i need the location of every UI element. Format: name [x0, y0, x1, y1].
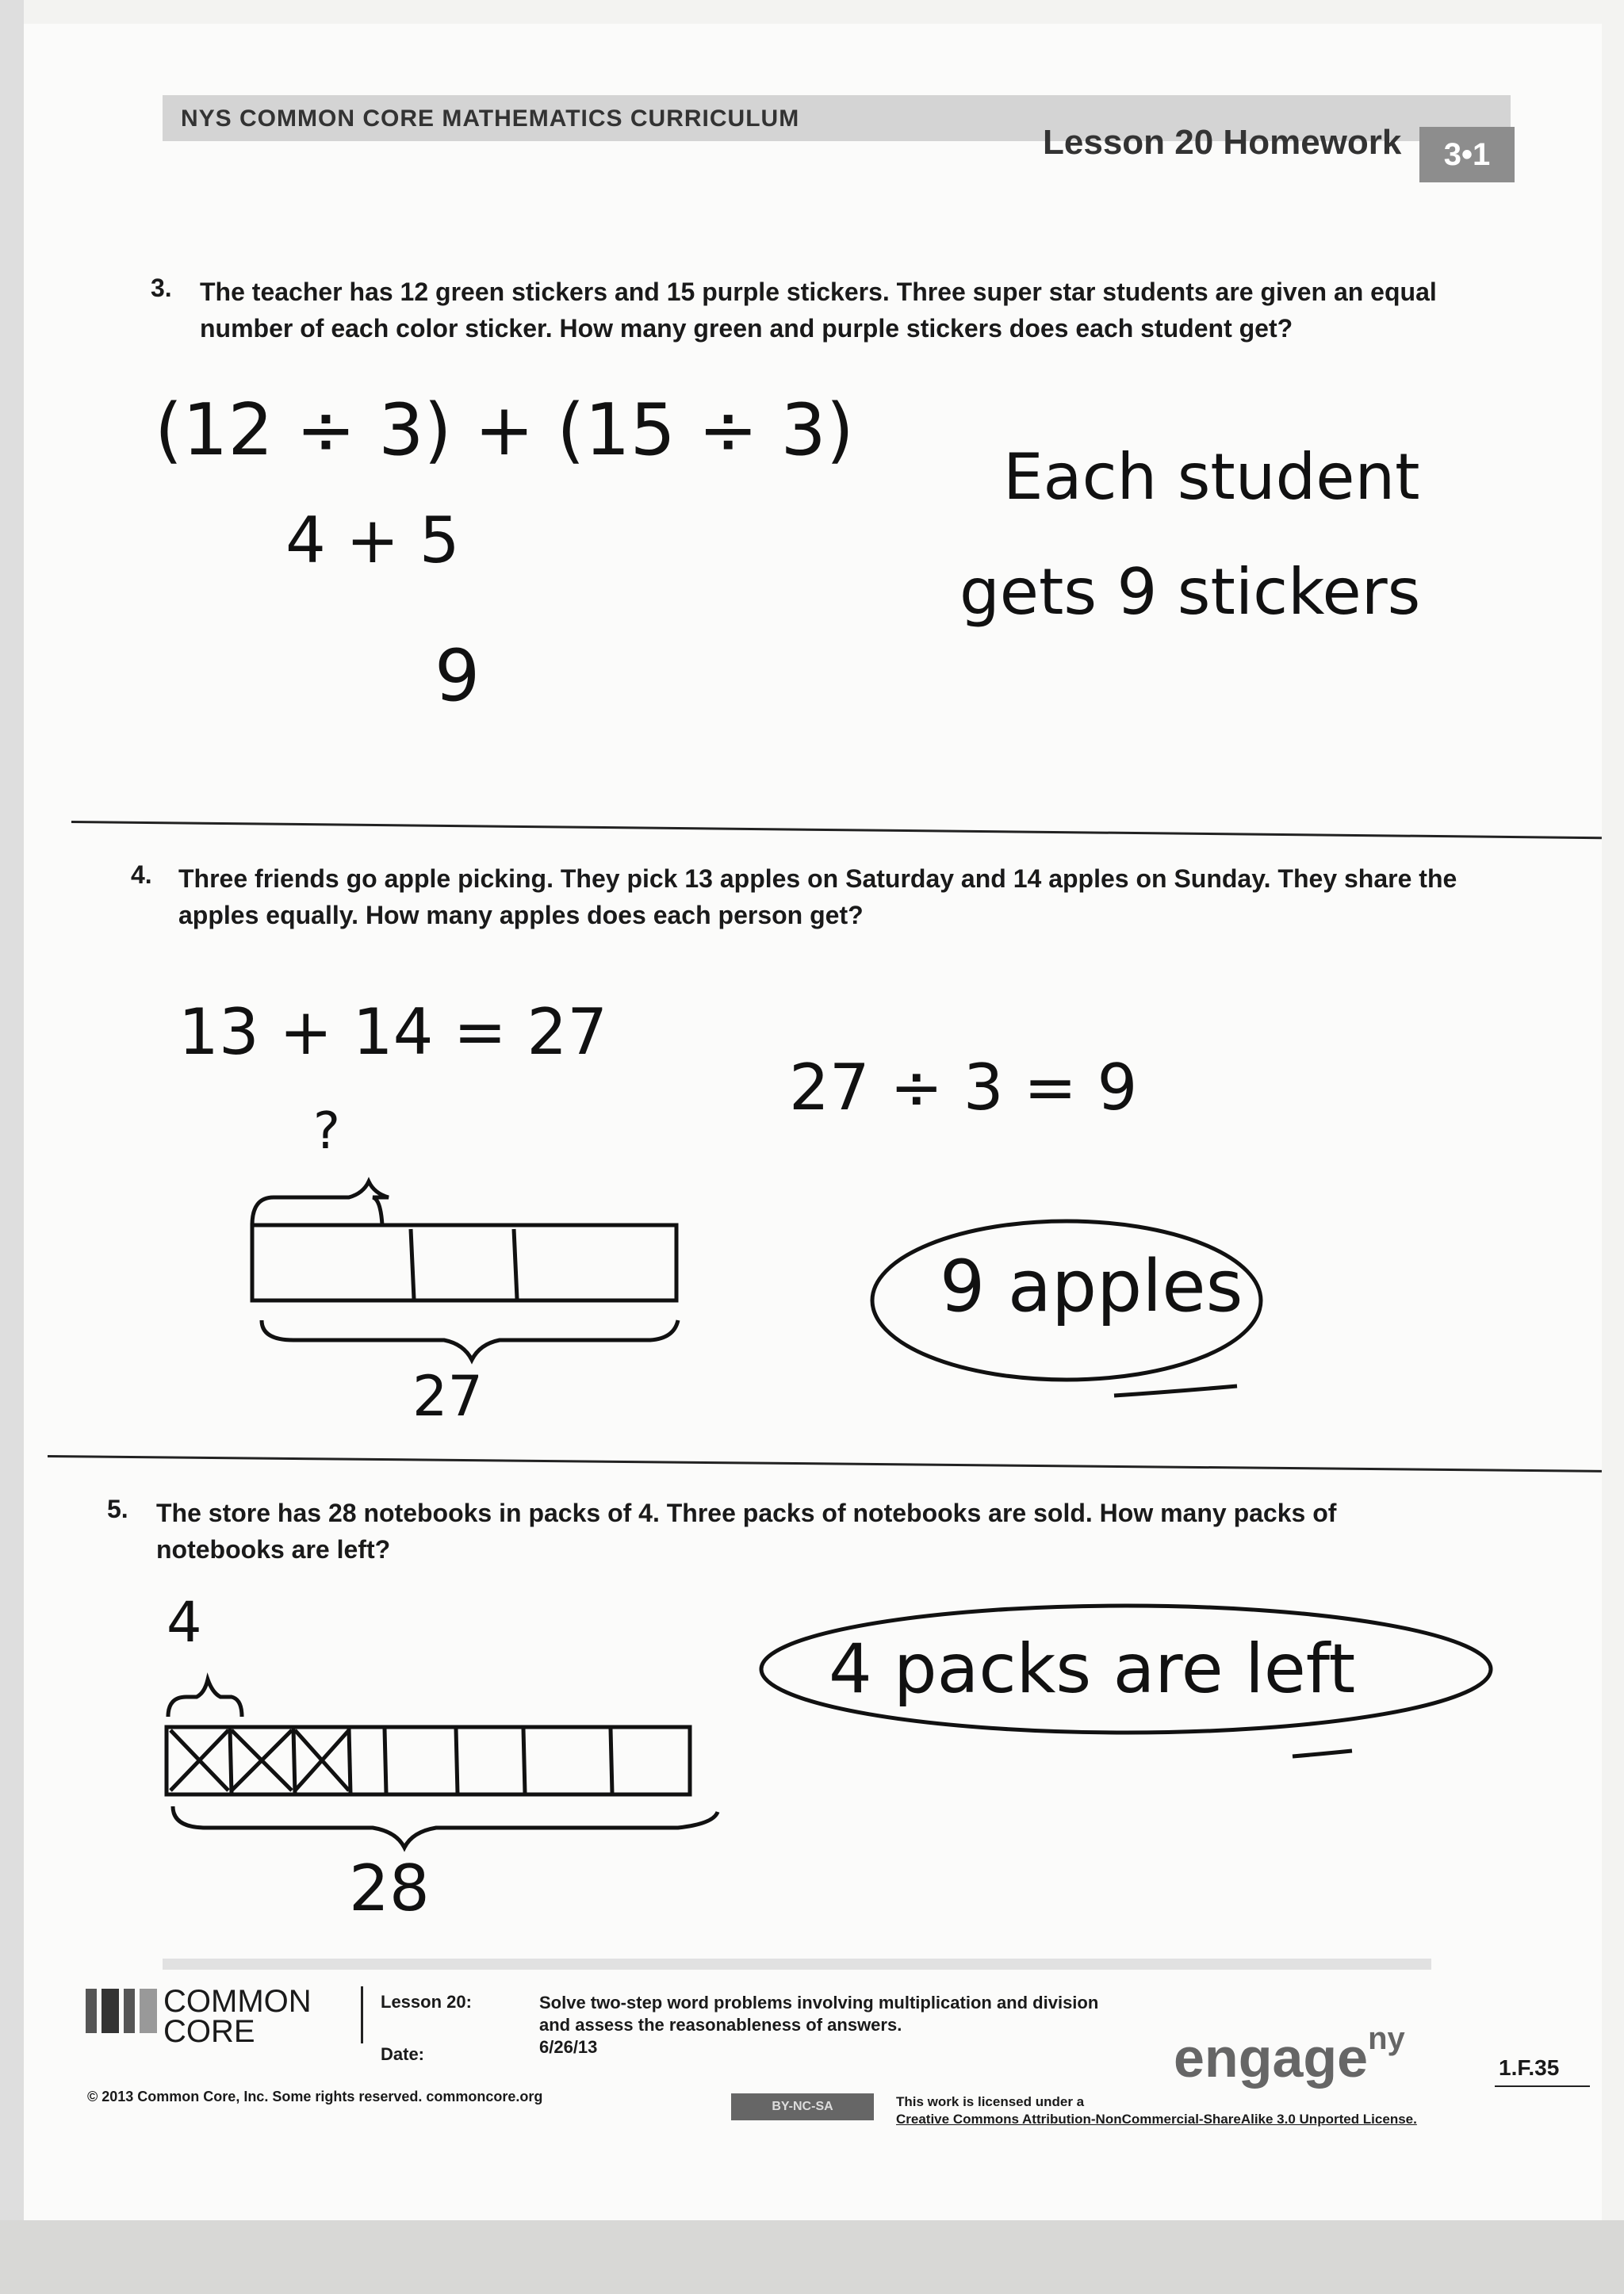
q4-bottom-brace: [262, 1320, 678, 1360]
q5-answer-underline: [1293, 1751, 1352, 1756]
q4-unknown-mark: ?: [313, 1102, 340, 1161]
footer-lesson-label: Lesson 20:: [381, 1992, 472, 2012]
footer-lesson-description: [539, 1992, 1098, 2058]
question-3-line-1: The teacher has 12 green stickers and 15 purple stickers. Three super star students are given an equal: [200, 278, 1437, 306]
q5-tape-divider-6: [523, 1729, 525, 1794]
q5-total-label: 28: [349, 1852, 430, 1925]
q4-equation-sum: 13 + 14 = 27: [178, 995, 608, 1069]
q4-tape-outline: [252, 1225, 676, 1300]
common-core-logo-text: [163, 1986, 312, 2047]
engageny-logo: [1174, 2021, 1405, 2089]
q3-answer-line-2: gets 9 stickers: [959, 555, 1421, 629]
logo-bar-3: [124, 1989, 135, 2033]
license-link[interactable]: Creative Commons Attribution-NonCommercial-ShareAlike 3.0 Unported License.: [896, 2112, 1417, 2127]
q4-equation-division: 27 ÷ 3 = 9: [789, 1051, 1138, 1124]
q5-tape-divider-1: [230, 1729, 232, 1794]
cc-license-badge: BY-NC-SA: [731, 2093, 874, 2120]
q4-tape-divider-1: [411, 1229, 414, 1299]
page-code: 1.F.35: [1499, 2055, 1560, 2080]
q4-tape-divider-2: [514, 1229, 517, 1299]
q4-top-brace: [252, 1181, 389, 1225]
question-3-number: 3.: [151, 274, 172, 302]
q5-answer-circle: [761, 1606, 1491, 1733]
logo-line-2: CORE: [163, 2014, 255, 2049]
q5-cross-out-2: [232, 1730, 292, 1790]
question-5-line-2: notebooks are left?: [156, 1535, 391, 1564]
q4-answer-circle: [872, 1221, 1261, 1380]
curriculum-title: NYS COMMON CORE MATHEMATICS CURRICULUM: [181, 105, 800, 132]
question-4-number: 4.: [131, 860, 152, 889]
q5-tape-divider-2: [293, 1729, 295, 1794]
logo-bar-2: [102, 1989, 119, 2033]
question-3-line-2: number of each color sticker. How many green and purple stickers does each student get?: [200, 314, 1293, 343]
q5-top-brace: [168, 1679, 242, 1717]
q5-bottom-brace: [173, 1806, 718, 1848]
q4-answer-underline: [1114, 1386, 1237, 1396]
engage-ny-text: ny: [1368, 2021, 1405, 2056]
lesson-title: Lesson 20 Homework: [1043, 123, 1402, 162]
question-5-line-1: The store has 28 notebooks in packs of 4. Three packs of notebooks are sold. How many packs of: [156, 1499, 1337, 1527]
q5-cross-out-3: [295, 1730, 349, 1790]
q3-answer-line-1: Each student: [1003, 440, 1420, 514]
q5-tape-divider-7: [611, 1729, 612, 1794]
footer-separator: [361, 1986, 363, 2043]
footer-date-label: Date:: [381, 2044, 425, 2064]
grade-module-badge: 3•1: [1419, 127, 1515, 182]
footer-desc-line-1: Solve two-step word problems involving multiplication and division: [539, 1993, 1099, 2013]
copyright-notice: © 2013 Common Core, Inc. Some rights reserved. commoncore.org: [87, 2089, 543, 2104]
q4-tape-diagram: [252, 1181, 678, 1360]
q3-work-result: 9: [435, 634, 481, 718]
question-4-line-2: apples equally. How many apples does each person get?: [178, 901, 864, 929]
q4-answer: 9 apples: [940, 1245, 1243, 1328]
q4-total-label: 27: [412, 1364, 484, 1429]
license-line-1: This work is licensed under a: [896, 2094, 1085, 2109]
q5-tape-divider-5: [456, 1729, 458, 1794]
q5-answer: 4 packs are left: [829, 1630, 1356, 1709]
question-5-number: 5.: [107, 1495, 128, 1523]
q5-tape-diagram: [167, 1679, 718, 1848]
license-notice: [896, 2093, 1417, 2128]
footer-rule: [163, 1959, 1431, 1970]
logo-line-1: COMMON: [163, 1984, 312, 2019]
question-4-line-1: Three friends go apple picking. They pick 13 apples on Saturday and 14 apples on Sunday. They share the: [178, 864, 1457, 893]
q3-work-partial-sum: 4 + 5: [285, 504, 460, 577]
q3-work-expression: (12 ÷ 3) + (15 ÷ 3): [155, 389, 854, 472]
logo-bar-4: [140, 1989, 157, 2033]
footer-desc-line-2: and assess the reasonableness of answers.: [539, 2015, 902, 2035]
footer-date-value: 6/26/13: [539, 2037, 598, 2057]
q5-tape-divider-3: [349, 1729, 350, 1794]
q5-unit-label: 4: [167, 1590, 202, 1655]
engage-text: engage: [1174, 2027, 1369, 2089]
logo-bar-1: [86, 1989, 97, 2033]
q5-tape-divider-4: [385, 1729, 386, 1794]
page-code-underline: [1495, 2085, 1590, 2087]
q5-cross-out-1: [170, 1730, 228, 1790]
